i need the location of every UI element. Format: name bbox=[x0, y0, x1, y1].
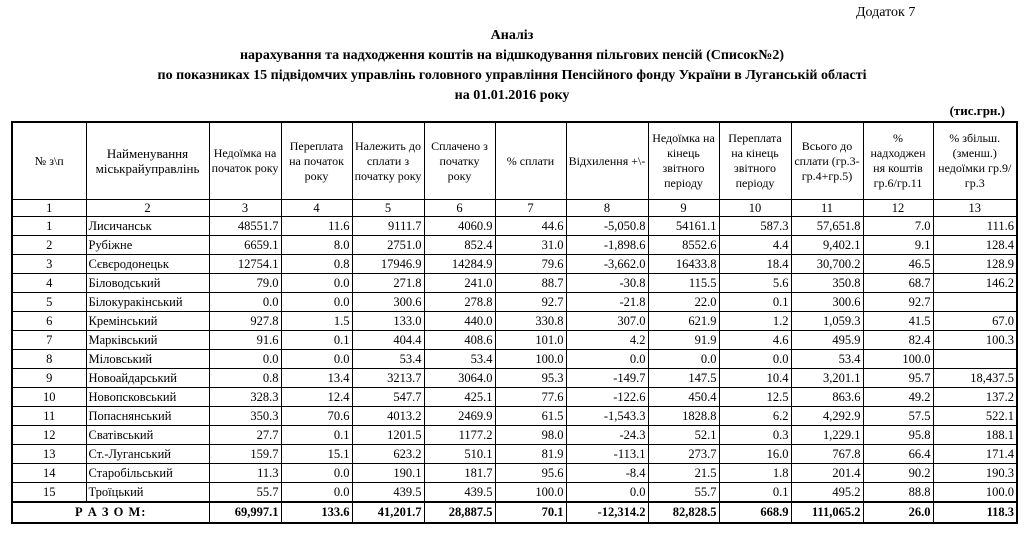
value-cell: 1828.8 bbox=[648, 407, 719, 426]
value-cell: 17946.9 bbox=[352, 255, 424, 274]
value-cell: 201.4 bbox=[791, 464, 863, 483]
table-row bbox=[12, 350, 1017, 369]
value-cell: 79.0 bbox=[209, 274, 281, 293]
total-value-cell: 668.9 bbox=[719, 502, 791, 523]
header-row bbox=[12, 122, 1017, 200]
department-name-cell: Міловський bbox=[86, 350, 209, 369]
value-cell: 190.3 bbox=[933, 464, 1017, 483]
value-cell: 0.0 bbox=[566, 350, 648, 369]
value-cell: 171.4 bbox=[933, 445, 1017, 464]
value-cell: 547.7 bbox=[352, 388, 424, 407]
table-row bbox=[12, 483, 1017, 503]
value-cell: 5.6 bbox=[719, 274, 791, 293]
value-cell: 8.0 bbox=[281, 236, 352, 255]
value-cell: -149.7 bbox=[566, 369, 648, 388]
value-cell: 77.6 bbox=[495, 388, 566, 407]
title-line-1: Аналіз bbox=[490, 28, 534, 43]
value-cell: 3064.0 bbox=[424, 369, 495, 388]
total-value-cell: 26.0 bbox=[863, 502, 933, 523]
value-cell: 4060.9 bbox=[424, 217, 495, 236]
table-row bbox=[12, 407, 1017, 426]
value-cell: 9,402.1 bbox=[791, 236, 863, 255]
value-cell: 350.3 bbox=[209, 407, 281, 426]
column-number-1: 1 bbox=[12, 200, 86, 217]
value-cell: 92.7 bbox=[863, 293, 933, 312]
row-number-cell: 12 bbox=[12, 426, 86, 445]
department-name-cell: Сватівський bbox=[86, 426, 209, 445]
value-cell: 46.5 bbox=[863, 255, 933, 274]
department-name-cell: Рубіжне bbox=[86, 236, 209, 255]
value-cell: 137.2 bbox=[933, 388, 1017, 407]
row-number-cell: 4 bbox=[12, 274, 86, 293]
total-value-cell: 41,201.7 bbox=[352, 502, 424, 523]
value-cell: 0.1 bbox=[719, 483, 791, 503]
value-cell: 88.8 bbox=[863, 483, 933, 503]
value-cell: 91.9 bbox=[648, 331, 719, 350]
value-cell: 0.0 bbox=[281, 464, 352, 483]
title-line-2: нарахування та надходження коштів на відшкодування пільгових пенсій (Список№2) bbox=[239, 48, 785, 63]
value-cell: 0.0 bbox=[209, 350, 281, 369]
table-row bbox=[12, 312, 1017, 331]
column-number-10: 10 bbox=[719, 200, 791, 217]
value-cell: 18,437.5 bbox=[933, 369, 1017, 388]
row-number-cell: 13 bbox=[12, 445, 86, 464]
column-header-1: № з\п bbox=[12, 122, 86, 200]
column-number-row bbox=[12, 200, 1017, 217]
value-cell: 271.8 bbox=[352, 274, 424, 293]
value-cell: 12.5 bbox=[719, 388, 791, 407]
value-cell: 41.5 bbox=[863, 312, 933, 331]
column-header-11: Всього до сплати (гр.3-гр.4+гр.5) bbox=[791, 122, 863, 200]
department-name-cell: Марківський bbox=[86, 331, 209, 350]
column-header-6: Сплачено з початку року bbox=[424, 122, 495, 200]
value-cell: 0.8 bbox=[281, 255, 352, 274]
value-cell: 16433.8 bbox=[648, 255, 719, 274]
value-cell: 79.6 bbox=[495, 255, 566, 274]
value-cell: 1.5 bbox=[281, 312, 352, 331]
value-cell: 81.9 bbox=[495, 445, 566, 464]
value-cell: 6.2 bbox=[719, 407, 791, 426]
value-cell: 621.9 bbox=[648, 312, 719, 331]
table-row bbox=[12, 426, 1017, 445]
value-cell: 330.8 bbox=[495, 312, 566, 331]
value-cell: 1177.2 bbox=[424, 426, 495, 445]
column-number-4: 4 bbox=[281, 200, 352, 217]
table-row bbox=[12, 274, 1017, 293]
column-number-12: 12 bbox=[863, 200, 933, 217]
value-cell: 0.1 bbox=[719, 293, 791, 312]
column-number-5: 5 bbox=[352, 200, 424, 217]
value-cell: 67.0 bbox=[933, 312, 1017, 331]
column-header-5: Належить до сплати з початку року bbox=[352, 122, 424, 200]
department-name-cell: Старобільський bbox=[86, 464, 209, 483]
value-cell: 623.2 bbox=[352, 445, 424, 464]
total-value-cell: 69,997.1 bbox=[209, 502, 281, 523]
value-cell: 115.5 bbox=[648, 274, 719, 293]
value-cell: 68.7 bbox=[863, 274, 933, 293]
value-cell: 9.1 bbox=[863, 236, 933, 255]
value-cell: 18.4 bbox=[719, 255, 791, 274]
value-cell: 2469.9 bbox=[424, 407, 495, 426]
value-cell: 0.0 bbox=[281, 293, 352, 312]
table-row bbox=[12, 445, 1017, 464]
value-cell: -5,050.8 bbox=[566, 217, 648, 236]
column-number-2: 2 bbox=[86, 200, 209, 217]
value-cell: 927.8 bbox=[209, 312, 281, 331]
total-row bbox=[12, 502, 1017, 523]
value-cell: 0.1 bbox=[281, 331, 352, 350]
value-cell: -113.1 bbox=[566, 445, 648, 464]
total-value-cell: -12,314.2 bbox=[566, 502, 648, 523]
value-cell: 22.0 bbox=[648, 293, 719, 312]
department-name-cell: Троїцький bbox=[86, 483, 209, 503]
column-number-8: 8 bbox=[566, 200, 648, 217]
department-name-cell: Сєвєродонецьк bbox=[86, 255, 209, 274]
value-cell: 439.5 bbox=[424, 483, 495, 503]
value-cell: 4.6 bbox=[719, 331, 791, 350]
value-cell: 53.4 bbox=[352, 350, 424, 369]
value-cell: 425.1 bbox=[424, 388, 495, 407]
value-cell: 159.7 bbox=[209, 445, 281, 464]
value-cell: 100.0 bbox=[863, 350, 933, 369]
row-number-cell: 8 bbox=[12, 350, 86, 369]
table-row bbox=[12, 464, 1017, 483]
value-cell: 95.6 bbox=[495, 464, 566, 483]
value-cell: 408.6 bbox=[424, 331, 495, 350]
value-cell: 57,651.8 bbox=[791, 217, 863, 236]
column-header-8: Відхилення +\- bbox=[566, 122, 648, 200]
value-cell: -30.8 bbox=[566, 274, 648, 293]
column-header-3: Недоїмка на початок року bbox=[209, 122, 281, 200]
value-cell: -8.4 bbox=[566, 464, 648, 483]
value-cell: 88.7 bbox=[495, 274, 566, 293]
value-cell: 95.3 bbox=[495, 369, 566, 388]
value-cell: 587.3 bbox=[719, 217, 791, 236]
value-cell: 3213.7 bbox=[352, 369, 424, 388]
value-cell: 241.0 bbox=[424, 274, 495, 293]
department-name-cell: Новоайдарський bbox=[86, 369, 209, 388]
value-cell: 190.1 bbox=[352, 464, 424, 483]
value-cell: 188.1 bbox=[933, 426, 1017, 445]
table-row bbox=[12, 331, 1017, 350]
value-cell bbox=[933, 293, 1017, 312]
value-cell: 522.1 bbox=[933, 407, 1017, 426]
column-number-9: 9 bbox=[648, 200, 719, 217]
column-header-4: Переплата на початок року bbox=[281, 122, 352, 200]
value-cell: 54161.1 bbox=[648, 217, 719, 236]
value-cell: 11.6 bbox=[281, 217, 352, 236]
value-cell bbox=[933, 350, 1017, 369]
value-cell: 21.5 bbox=[648, 464, 719, 483]
table-row bbox=[12, 388, 1017, 407]
value-cell: 300.6 bbox=[352, 293, 424, 312]
department-name-cell: Білокуракінський bbox=[86, 293, 209, 312]
value-cell: 66.4 bbox=[863, 445, 933, 464]
column-number-13: 13 bbox=[933, 200, 1017, 217]
value-cell: 9111.7 bbox=[352, 217, 424, 236]
value-cell: 0.0 bbox=[281, 483, 352, 503]
total-value-cell: 82,828.5 bbox=[648, 502, 719, 523]
value-cell: 30,700.2 bbox=[791, 255, 863, 274]
value-cell: 57.5 bbox=[863, 407, 933, 426]
value-cell: 0.0 bbox=[566, 483, 648, 503]
value-cell: 98.0 bbox=[495, 426, 566, 445]
value-cell: 82.4 bbox=[863, 331, 933, 350]
value-cell: 12754.1 bbox=[209, 255, 281, 274]
value-cell: 49.2 bbox=[863, 388, 933, 407]
value-cell: 4013.2 bbox=[352, 407, 424, 426]
value-cell: 70.6 bbox=[281, 407, 352, 426]
value-cell: 2751.0 bbox=[352, 236, 424, 255]
value-cell: 1.8 bbox=[719, 464, 791, 483]
value-cell: 128.9 bbox=[933, 255, 1017, 274]
value-cell: 55.7 bbox=[648, 483, 719, 503]
department-name-cell: Лисичанськ bbox=[86, 217, 209, 236]
department-name-cell: Біловодський bbox=[86, 274, 209, 293]
column-header-9: Недоїмка на кінець звітного періоду bbox=[648, 122, 719, 200]
column-header-10: Переплата на кінець звітного періоду bbox=[719, 122, 791, 200]
value-cell: 1,059.3 bbox=[791, 312, 863, 331]
value-cell: 1.2 bbox=[719, 312, 791, 331]
department-name-cell: Попаснянський bbox=[86, 407, 209, 426]
value-cell: 133.0 bbox=[352, 312, 424, 331]
value-cell: 100.0 bbox=[495, 483, 566, 503]
value-cell: 6659.1 bbox=[209, 236, 281, 255]
value-cell: 16.0 bbox=[719, 445, 791, 464]
value-cell: 1,229.1 bbox=[791, 426, 863, 445]
value-cell: 3,201.1 bbox=[791, 369, 863, 388]
value-cell: 90.2 bbox=[863, 464, 933, 483]
value-cell: 4,292.9 bbox=[791, 407, 863, 426]
value-cell: 273.7 bbox=[648, 445, 719, 464]
value-cell: 111.6 bbox=[933, 217, 1017, 236]
appendix-label: Додаток 7 bbox=[856, 5, 916, 20]
value-cell: 404.4 bbox=[352, 331, 424, 350]
value-cell: 27.7 bbox=[209, 426, 281, 445]
value-cell: 1201.5 bbox=[352, 426, 424, 445]
value-cell: 100.0 bbox=[933, 483, 1017, 503]
value-cell: 0.0 bbox=[209, 293, 281, 312]
total-value-cell: 28,887.5 bbox=[424, 502, 495, 523]
value-cell: 8552.6 bbox=[648, 236, 719, 255]
value-cell: 350.8 bbox=[791, 274, 863, 293]
total-value-cell: 70.1 bbox=[495, 502, 566, 523]
value-cell: 852.4 bbox=[424, 236, 495, 255]
value-cell: 0.1 bbox=[281, 426, 352, 445]
value-cell: 101.0 bbox=[495, 331, 566, 350]
unit-label: (тис.грн.) bbox=[949, 103, 1005, 118]
column-number-3: 3 bbox=[209, 200, 281, 217]
column-header-2: Найменування міськрайуправлінь bbox=[86, 122, 209, 200]
row-number-cell: 6 bbox=[12, 312, 86, 331]
value-cell: 4.2 bbox=[566, 331, 648, 350]
table-row bbox=[12, 369, 1017, 388]
value-cell: 147.5 bbox=[648, 369, 719, 388]
table-row bbox=[12, 236, 1017, 255]
column-header-7: % сплати bbox=[495, 122, 566, 200]
value-cell: -3,662.0 bbox=[566, 255, 648, 274]
value-cell: 495.9 bbox=[791, 331, 863, 350]
total-label: Р А З О М: bbox=[12, 502, 209, 523]
row-number-cell: 5 bbox=[12, 293, 86, 312]
pension-analysis-table bbox=[11, 121, 1018, 524]
value-cell: 328.3 bbox=[209, 388, 281, 407]
department-name-cell: Ст.-Луганський bbox=[86, 445, 209, 464]
table-row bbox=[12, 217, 1017, 236]
document-title bbox=[0, 26, 1024, 106]
value-cell: 450.4 bbox=[648, 388, 719, 407]
row-number-cell: 10 bbox=[12, 388, 86, 407]
value-cell: 92.7 bbox=[495, 293, 566, 312]
value-cell: 61.5 bbox=[495, 407, 566, 426]
column-header-12: % надходжен ня коштів гр.6/гр.11 bbox=[863, 122, 933, 200]
value-cell: 95.7 bbox=[863, 369, 933, 388]
department-name-cell: Кремінський bbox=[86, 312, 209, 331]
total-value-cell: 133.6 bbox=[281, 502, 352, 523]
column-header-13: % збільш. (зменш.) недоїмки гр.9/гр.3 bbox=[933, 122, 1017, 200]
value-cell: 4.4 bbox=[719, 236, 791, 255]
value-cell: -21.8 bbox=[566, 293, 648, 312]
column-number-7: 7 bbox=[495, 200, 566, 217]
row-number-cell: 3 bbox=[12, 255, 86, 274]
table-body bbox=[12, 217, 1017, 503]
value-cell: 0.0 bbox=[281, 350, 352, 369]
value-cell: 300.6 bbox=[791, 293, 863, 312]
value-cell: 767.8 bbox=[791, 445, 863, 464]
value-cell: 14284.9 bbox=[424, 255, 495, 274]
value-cell: 11.3 bbox=[209, 464, 281, 483]
row-number-cell: 11 bbox=[12, 407, 86, 426]
value-cell: 52.1 bbox=[648, 426, 719, 445]
value-cell: 7.0 bbox=[863, 217, 933, 236]
title-line-4: на 01.01.2016 року bbox=[454, 88, 570, 103]
value-cell: 863.6 bbox=[791, 388, 863, 407]
value-cell: 53.4 bbox=[791, 350, 863, 369]
value-cell: 100.0 bbox=[495, 350, 566, 369]
value-cell: 100.3 bbox=[933, 331, 1017, 350]
value-cell: 0.0 bbox=[719, 350, 791, 369]
value-cell: -24.3 bbox=[566, 426, 648, 445]
value-cell: 12.4 bbox=[281, 388, 352, 407]
value-cell: 10.4 bbox=[719, 369, 791, 388]
value-cell: -122.6 bbox=[566, 388, 648, 407]
value-cell: 0.0 bbox=[648, 350, 719, 369]
value-cell: 0.0 bbox=[281, 274, 352, 293]
value-cell: 439.5 bbox=[352, 483, 424, 503]
row-number-cell: 14 bbox=[12, 464, 86, 483]
value-cell: 146.2 bbox=[933, 274, 1017, 293]
column-number-6: 6 bbox=[424, 200, 495, 217]
table-row bbox=[12, 293, 1017, 312]
row-number-cell: 15 bbox=[12, 483, 86, 503]
row-number-cell: 7 bbox=[12, 331, 86, 350]
value-cell: 181.7 bbox=[424, 464, 495, 483]
row-number-cell: 1 bbox=[12, 217, 86, 236]
department-name-cell: Новопсковський bbox=[86, 388, 209, 407]
value-cell: 0.3 bbox=[719, 426, 791, 445]
value-cell: 440.0 bbox=[424, 312, 495, 331]
value-cell: 91.6 bbox=[209, 331, 281, 350]
value-cell: 13.4 bbox=[281, 369, 352, 388]
column-number-11: 11 bbox=[791, 200, 863, 217]
value-cell: 510.1 bbox=[424, 445, 495, 464]
value-cell: 307.0 bbox=[566, 312, 648, 331]
title-line-3: по показниках 15 підвідомчих управлінь головного управління Пенсійного фонду України в Луганській області bbox=[157, 68, 867, 83]
value-cell: 48551.7 bbox=[209, 217, 281, 236]
total-value-cell: 111,065.2 bbox=[791, 502, 863, 523]
value-cell: 55.7 bbox=[209, 483, 281, 503]
value-cell: 31.0 bbox=[495, 236, 566, 255]
value-cell: 0.8 bbox=[209, 369, 281, 388]
value-cell: -1,543.3 bbox=[566, 407, 648, 426]
row-number-cell: 2 bbox=[12, 236, 86, 255]
value-cell: 15.1 bbox=[281, 445, 352, 464]
total-value-cell: 118.3 bbox=[933, 502, 1017, 523]
value-cell: -1,898.6 bbox=[566, 236, 648, 255]
row-number-cell: 9 bbox=[12, 369, 86, 388]
value-cell: 53.4 bbox=[424, 350, 495, 369]
value-cell: 278.8 bbox=[424, 293, 495, 312]
table-row bbox=[12, 255, 1017, 274]
value-cell: 495.2 bbox=[791, 483, 863, 503]
value-cell: 44.6 bbox=[495, 217, 566, 236]
value-cell: 128.4 bbox=[933, 236, 1017, 255]
value-cell: 95.8 bbox=[863, 426, 933, 445]
